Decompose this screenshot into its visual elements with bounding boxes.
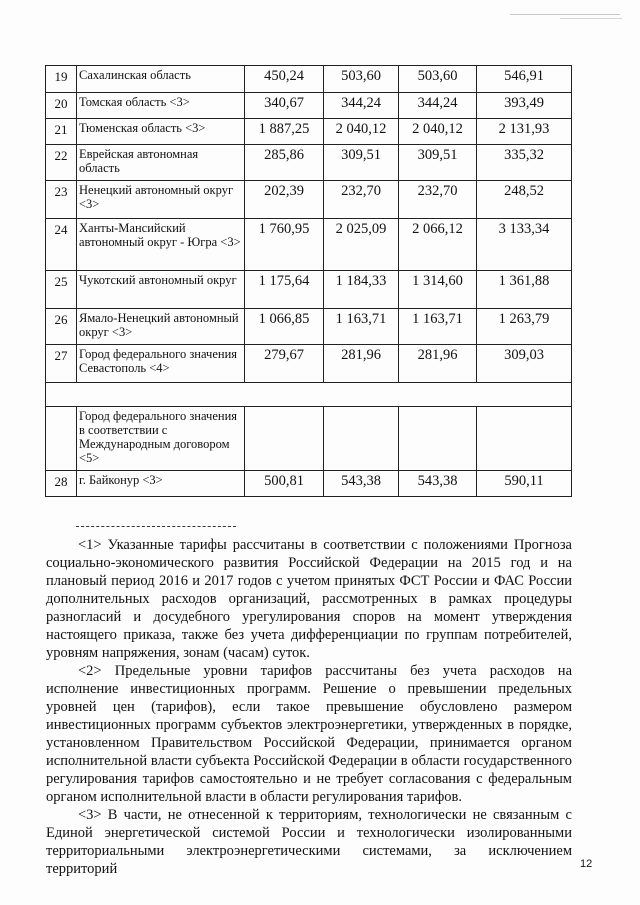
tariff-value: 546,91 [477, 66, 572, 93]
tariff-value: 2 025,09 [324, 219, 399, 271]
tariff-value: 309,51 [399, 145, 477, 181]
footnote-3: <3> В части, не отнесенной к территориям, технологически не связанным с Единой энергетической системой России и технологически изолированными территориальными электроэнергетическими системами, за исключением территорий [46, 807, 572, 877]
tariff-value: 2 040,12 [399, 119, 477, 145]
row-number: 26 [46, 309, 77, 345]
region-name: Тюменская область <3> [77, 119, 245, 145]
tariff-value: 309,03 [477, 345, 572, 383]
tariff-value: 232,70 [324, 181, 399, 219]
row-number: 28 [46, 471, 77, 497]
row-number: 22 [46, 145, 77, 181]
empty-cell [324, 407, 399, 471]
table-row [46, 119, 572, 145]
table-row [46, 219, 572, 271]
tariff-value: 1 066,85 [245, 309, 324, 345]
tariff-value: 500,81 [245, 471, 324, 497]
tariff-value: 344,24 [399, 93, 477, 119]
table-row [46, 93, 572, 119]
tariff-value: 202,39 [245, 181, 324, 219]
tariff-value: 1 263,79 [477, 309, 572, 345]
footnote-1: <1> Указанные тарифы рассчитаны в соответствии с положениями Прогноза социально-экономического развития Российской Федерации на 2015 год и на плановый период 2016 и 2017 годов с учетом принятых ФСТ России и ФАС России дополнительных расходов организаций, рассмотренных в рамках процедуры разногласий и досудебного урегулирования споров на момент утверждения настоящего приказа, также без учета дифференциации по группам потребителей, уровням напряжения, зонам (часам) суток. [46, 537, 572, 661]
tariff-value: 281,96 [324, 345, 399, 383]
row-number: 27 [46, 345, 77, 383]
empty-cell [477, 407, 572, 471]
region-name: Томская область <3> [77, 93, 245, 119]
table-row [46, 471, 572, 497]
tariff-value: 232,70 [399, 181, 477, 219]
tariff-value: 344,24 [324, 93, 399, 119]
tariff-value: 503,60 [399, 66, 477, 93]
tariff-value: 2 131,93 [477, 119, 572, 145]
footnote-separator [76, 526, 236, 527]
row-number: 20 [46, 93, 77, 119]
region-name: Еврейская автономная область [77, 145, 245, 181]
table-row [46, 309, 572, 345]
tariff-value: 281,96 [399, 345, 477, 383]
scan-artifact-line [510, 14, 620, 15]
tariff-value: 248,52 [477, 181, 572, 219]
table-row [46, 181, 572, 219]
region-name: г. Байконур <3> [77, 471, 245, 497]
row-number: 19 [46, 66, 77, 93]
table-row [46, 66, 572, 93]
empty-cell [399, 407, 477, 471]
table-row [46, 271, 572, 309]
table-row [46, 345, 572, 383]
tariff-value: 285,86 [245, 145, 324, 181]
tariff-value: 1 887,25 [245, 119, 324, 145]
tariff-value: 543,38 [399, 471, 477, 497]
tariff-value: 2 040,12 [324, 119, 399, 145]
tariff-value: 1 184,33 [324, 271, 399, 309]
tariff-value: 393,49 [477, 93, 572, 119]
tariff-value: 1 361,88 [477, 271, 572, 309]
region-name: Сахалинская область [77, 66, 245, 93]
tariff-value: 1 175,64 [245, 271, 324, 309]
row-number: 23 [46, 181, 77, 219]
region-name: Чукотский автономный округ [77, 271, 245, 309]
tariff-value: 3 133,34 [477, 219, 572, 271]
scan-artifact-line [560, 18, 622, 19]
empty-cell [46, 407, 77, 471]
tariff-value: 543,38 [324, 471, 399, 497]
empty-cell [245, 407, 324, 471]
tariff-value: 1 163,71 [324, 309, 399, 345]
empty-cell [46, 383, 572, 407]
region-name: Ямало-Ненецкий автономный округ <3> [77, 309, 245, 345]
region-name: Ханты-Мансийский автономный округ - Югра <3> [77, 219, 245, 271]
footnote-2: <2> Предельные уровни тарифов рассчитаны без учета расходов на исполнение инвестиционных программ. Решение о превышении предельных уровней цен (тарифов), если такое превышение обусловлено размером инвестиционных программ субъектов электроэнергетики, утвержденных в порядке, установленном Правительством Российской Федерации, принимается органом исполнительной власти субъекта Российской Федерации в области государственного регулирования тарифов самостоятельно и не требует согласования с федеральным органом исполнительной власти в области регулирования тарифов. [46, 663, 572, 805]
tariff-value: 1 314,60 [399, 271, 477, 309]
intl-agreement-label: Город федерального значения в соответствии с Международным договором <5> [77, 407, 245, 471]
footnotes [46, 536, 572, 878]
tariff-value: 309,51 [324, 145, 399, 181]
tariff-value: 335,32 [477, 145, 572, 181]
page-number: 12 [580, 858, 593, 870]
table-row [46, 407, 572, 471]
tariff-value: 590,11 [477, 471, 572, 497]
tariff-value: 279,67 [245, 345, 324, 383]
tariff-value: 503,60 [324, 66, 399, 93]
row-number: 24 [46, 219, 77, 271]
tariff-value: 1 760,95 [245, 219, 324, 271]
row-number: 21 [46, 119, 77, 145]
tariff-value: 450,24 [245, 66, 324, 93]
region-name: Город федерального значения Севастополь <4> [77, 345, 245, 383]
row-number: 25 [46, 271, 77, 309]
tariff-value: 340,67 [245, 93, 324, 119]
table-spacer-row [46, 383, 572, 407]
tariff-value: 1 163,71 [399, 309, 477, 345]
region-name: Ненецкий автономный округ <3> [77, 181, 245, 219]
tariff-value: 2 066,12 [399, 219, 477, 271]
tariff-table [45, 65, 572, 497]
table-row [46, 145, 572, 181]
